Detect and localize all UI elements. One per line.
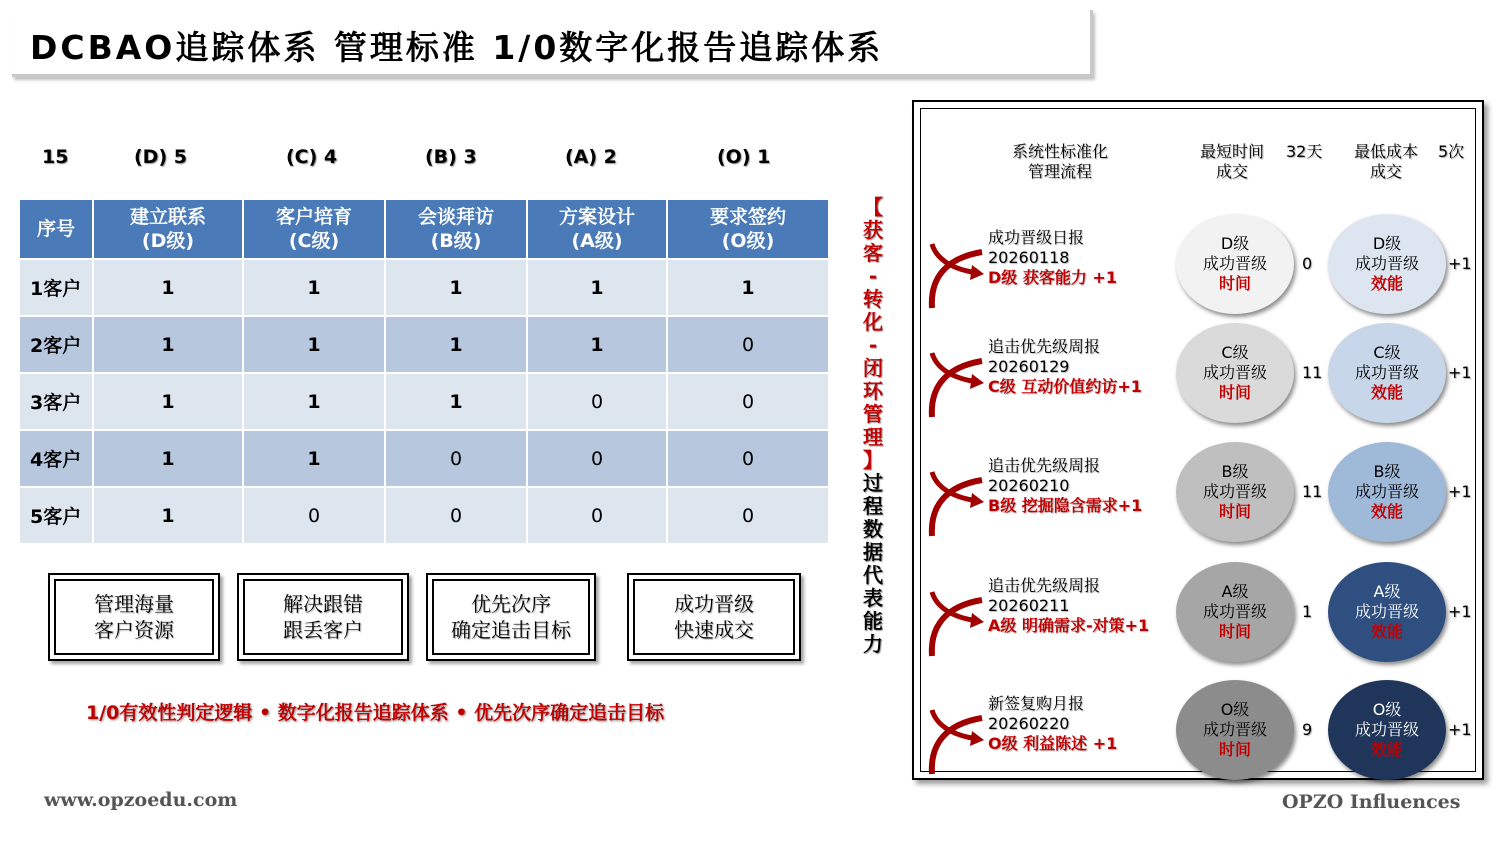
circle-label: 成功晋级 bbox=[1354, 363, 1419, 382]
report-entry bbox=[988, 694, 1117, 754]
table-row bbox=[19, 487, 829, 544]
time-value: 9 bbox=[1302, 720, 1313, 739]
efficiency-value: +1 bbox=[1448, 602, 1472, 621]
time-value: 11 bbox=[1302, 363, 1323, 382]
circle-label: 成功晋级 bbox=[1354, 720, 1419, 739]
report-action: O级 利益陈述 +1 bbox=[988, 734, 1118, 753]
table-cell: 1 bbox=[385, 316, 527, 373]
feature-line: 管理海量 bbox=[94, 592, 174, 616]
report-entry bbox=[988, 337, 1142, 397]
table-cell: 1 bbox=[243, 316, 385, 373]
slogan: 1/0有效性判定逻辑 • 数字化报告追踪体系 • 优先次序确定追击目标 bbox=[86, 702, 665, 724]
efficiency-circle bbox=[1328, 562, 1446, 662]
header-seq: 序号 bbox=[19, 199, 93, 259]
report-name: 新签复购月报 bbox=[988, 694, 1085, 713]
report-date: 20260118 bbox=[988, 248, 1070, 267]
table-cell: 3客户 bbox=[19, 373, 93, 430]
table-cell: 5客户 bbox=[19, 487, 93, 544]
table-row bbox=[19, 316, 829, 373]
table-cell: 1 bbox=[527, 259, 667, 316]
table-cell: 0 bbox=[385, 430, 527, 487]
table-cell: 1 bbox=[93, 430, 243, 487]
table-cell: 0 bbox=[667, 373, 829, 430]
time-value: 11 bbox=[1302, 482, 1323, 501]
report-entry bbox=[988, 576, 1149, 636]
table-cell: 0 bbox=[527, 487, 667, 544]
feature-line: 跟丢客户 bbox=[283, 618, 363, 642]
efficiency-value: +1 bbox=[1448, 254, 1472, 273]
report-date: 20260210 bbox=[988, 476, 1070, 495]
time-value: 0 bbox=[1302, 254, 1313, 273]
circle-label: 效能 bbox=[1370, 383, 1403, 402]
report-action: B级 挖掘隐含需求+1 bbox=[988, 496, 1143, 515]
table-cell: 1 bbox=[93, 487, 243, 544]
feature-line: 快速成交 bbox=[674, 618, 754, 642]
time-value: 1 bbox=[1302, 602, 1313, 621]
feature-line: 成功晋级 bbox=[674, 592, 754, 616]
vertical-caption-black: 过 程 数 据 代 表 能 力 bbox=[863, 471, 883, 656]
circle-label: 成功晋级 bbox=[1202, 254, 1267, 273]
vertical-caption bbox=[858, 196, 888, 656]
table-cell: 1 bbox=[527, 316, 667, 373]
header-b: 会谈拜访 (B级) bbox=[385, 199, 527, 259]
circle-label: C级 bbox=[1221, 343, 1249, 362]
curved-arrow-icon bbox=[926, 586, 986, 666]
report-date: 20260211 bbox=[988, 596, 1070, 615]
table-cell: 0 bbox=[667, 487, 829, 544]
panel-header-process: 系统性标准化 管理流程 bbox=[1011, 142, 1108, 181]
table-cell: 1 bbox=[93, 316, 243, 373]
report-name: 成功晋级日报 bbox=[988, 228, 1085, 247]
circle-label: O级 bbox=[1220, 700, 1250, 719]
website-link[interactable]: www.opzoedu.com bbox=[44, 789, 238, 811]
time-circle bbox=[1176, 442, 1294, 542]
circle-label: A级 bbox=[1373, 582, 1401, 601]
curved-arrow-icon bbox=[926, 466, 986, 546]
table-cell: 0 bbox=[243, 487, 385, 544]
page-title: DCBAO追踪体系 管理标准 1/0数字化报告追踪体系 bbox=[30, 28, 884, 67]
panel-header-time: 最短时间 成交 bbox=[1199, 142, 1264, 181]
report-date: 20260129 bbox=[988, 357, 1070, 376]
table-cell: 4客户 bbox=[19, 430, 93, 487]
table-cell: 0 bbox=[527, 373, 667, 430]
table-cell: 1 bbox=[385, 373, 527, 430]
feature-box-tracking bbox=[237, 573, 409, 661]
count-o: (O) 1 bbox=[717, 146, 771, 168]
feature-box-priority bbox=[426, 573, 596, 661]
report-panel-inner bbox=[920, 108, 1476, 772]
circle-label: 成功晋级 bbox=[1202, 602, 1267, 621]
tracking-table bbox=[18, 198, 830, 545]
table-cell: 1客户 bbox=[19, 259, 93, 316]
efficiency-value: +1 bbox=[1448, 720, 1472, 739]
efficiency-circle bbox=[1328, 323, 1446, 423]
time-circle bbox=[1176, 680, 1294, 780]
table-cell: 1 bbox=[243, 259, 385, 316]
report-name: 追击优先级周报 bbox=[988, 576, 1101, 595]
table-cell: 0 bbox=[667, 430, 829, 487]
circle-label: 成功晋级 bbox=[1202, 720, 1267, 739]
feature-line: 解决跟错 bbox=[283, 592, 363, 616]
feature-box-closing bbox=[627, 573, 801, 661]
circle-label: 时间 bbox=[1218, 622, 1251, 641]
curved-arrow-icon bbox=[926, 347, 986, 427]
circle-label: 成功晋级 bbox=[1202, 363, 1267, 382]
efficiency-value: +1 bbox=[1448, 482, 1472, 501]
header-o: 要求签约 (O级) bbox=[667, 199, 829, 259]
report-action: C级 互动价值约访+1 bbox=[988, 377, 1142, 396]
header-a: 方案设计 (A级) bbox=[527, 199, 667, 259]
circle-label: D级 bbox=[1372, 234, 1402, 253]
circle-label: 时间 bbox=[1218, 383, 1251, 402]
table-cell: 1 bbox=[243, 430, 385, 487]
count-total: 15 bbox=[42, 146, 69, 168]
circle-label: B级 bbox=[1373, 462, 1401, 481]
report-entry bbox=[988, 228, 1117, 288]
table-row bbox=[19, 373, 829, 430]
table-header-row bbox=[19, 199, 829, 259]
table-row bbox=[19, 430, 829, 487]
table-cell: 0 bbox=[527, 430, 667, 487]
time-circle bbox=[1176, 214, 1294, 314]
circle-label: 时间 bbox=[1218, 274, 1251, 293]
circle-label: A级 bbox=[1221, 582, 1249, 601]
circle-label: D级 bbox=[1220, 234, 1250, 253]
circle-label: 成功晋级 bbox=[1354, 482, 1419, 501]
panel-header-cost: 最低成本 成交 bbox=[1353, 142, 1418, 181]
efficiency-circle bbox=[1328, 680, 1446, 780]
circle-label: 成功晋级 bbox=[1354, 602, 1419, 621]
report-panel bbox=[912, 100, 1484, 780]
feature-line: 确定追击目标 bbox=[451, 618, 571, 642]
brand-name: OPZO Influences bbox=[1282, 791, 1461, 813]
vertical-caption-red: 【 获 客 - 转 化 - 闭 环 管 理 】 bbox=[863, 195, 883, 472]
feature-line: 客户资源 bbox=[94, 618, 174, 642]
feature-line: 优先次序 bbox=[471, 592, 551, 616]
panel-header-time-value: 32天 bbox=[1286, 142, 1323, 161]
report-action: A级 明确需求-对策+1 bbox=[988, 616, 1150, 635]
table-cell: 1 bbox=[667, 259, 829, 316]
circle-label: 效能 bbox=[1370, 740, 1403, 759]
table-cell: 1 bbox=[93, 373, 243, 430]
circle-label: 时间 bbox=[1218, 740, 1251, 759]
circle-label: 效能 bbox=[1370, 502, 1403, 521]
table-cell: 2客户 bbox=[19, 316, 93, 373]
circle-label: C级 bbox=[1373, 343, 1401, 362]
circle-label: 时间 bbox=[1218, 502, 1251, 521]
circle-label: 成功晋级 bbox=[1202, 482, 1267, 501]
circle-label: B级 bbox=[1221, 462, 1249, 481]
count-c: (C) 4 bbox=[286, 146, 338, 168]
panel-header-cost-value: 5次 bbox=[1438, 142, 1465, 161]
circle-label: 效能 bbox=[1370, 274, 1403, 293]
table-row bbox=[19, 259, 829, 316]
table-cell: 1 bbox=[243, 373, 385, 430]
time-circle bbox=[1176, 562, 1294, 662]
table-cell: 1 bbox=[385, 259, 527, 316]
header-c: 客户培育 (C级) bbox=[243, 199, 385, 259]
curved-arrow-icon bbox=[926, 238, 986, 318]
report-date: 20260220 bbox=[988, 714, 1070, 733]
circle-label: O级 bbox=[1372, 700, 1402, 719]
circle-label: 效能 bbox=[1370, 622, 1403, 641]
time-circle bbox=[1176, 323, 1294, 423]
efficiency-value: +1 bbox=[1448, 363, 1472, 382]
curved-arrow-icon bbox=[926, 704, 986, 784]
table-cell: 0 bbox=[385, 487, 527, 544]
efficiency-circle bbox=[1328, 442, 1446, 542]
count-b: (B) 3 bbox=[425, 146, 477, 168]
count-d: (D) 5 bbox=[134, 146, 187, 168]
efficiency-circle bbox=[1328, 214, 1446, 314]
circle-label: 成功晋级 bbox=[1354, 254, 1419, 273]
table-cell: 1 bbox=[93, 259, 243, 316]
feature-box-resources bbox=[48, 573, 220, 661]
report-name: 追击优先级周报 bbox=[988, 456, 1101, 475]
count-a: (A) 2 bbox=[565, 146, 617, 168]
table-cell: 0 bbox=[667, 316, 829, 373]
report-entry bbox=[988, 456, 1142, 516]
report-action: D级 获客能力 +1 bbox=[988, 268, 1117, 287]
report-name: 追击优先级周报 bbox=[988, 337, 1101, 356]
header-d: 建立联系 (D级) bbox=[93, 199, 243, 259]
